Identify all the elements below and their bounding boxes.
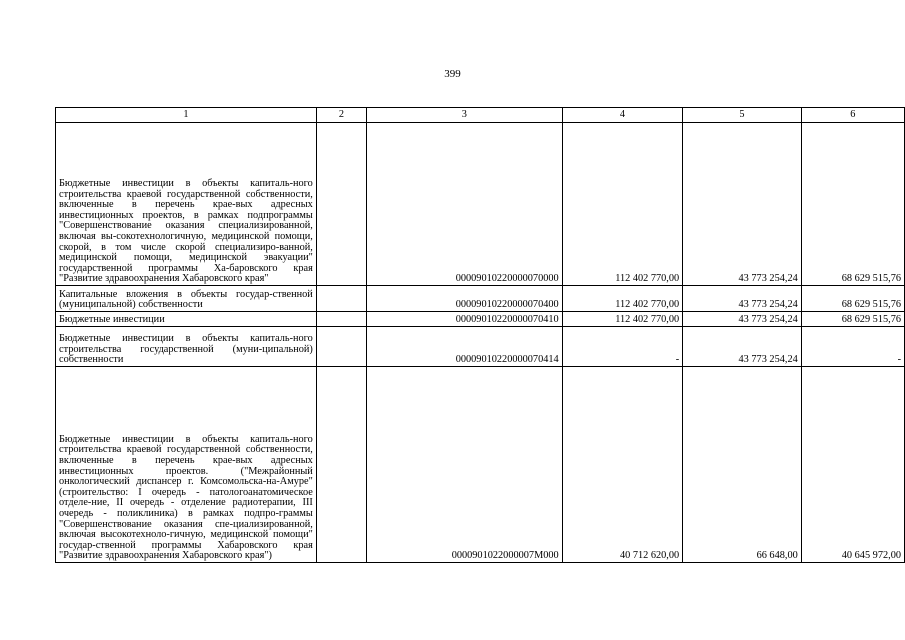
table-row [56, 312, 905, 327]
row-value-6: 40 645 972,00 [801, 367, 904, 563]
row-value-5: 43 773 254,24 [683, 286, 802, 312]
page-number: 399 [444, 68, 461, 80]
row-value-5: 66 648,00 [683, 367, 802, 563]
row-value-4: - [562, 327, 683, 367]
row-value-4: 112 402 770,00 [562, 312, 683, 327]
row-value-6: - [801, 327, 904, 367]
row-name: Капитальные вложения в объекты государ-ственной (муниципальной) собственности [56, 286, 317, 312]
row-col2 [316, 123, 366, 286]
row-code: 00009010220000070410 [367, 312, 563, 327]
row-value-4: 112 402 770,00 [562, 123, 683, 286]
row-name: Бюджетные инвестиции в объекты капиталь-ного строительства краевой государственной собственности, включенные в перечень крае-вых адресных инвестиционных проектов. ("Межрайонный онкологический диспансер г. Комсомольска-на-Амуре" (строительство: I очередь - патологоанатомическое отделе-ние, II очередь - отделение радиотерапии, III очередь - поликлиника) в рамках подпро-граммы "Совершенствование оказания спе-циализированной, включая высокотехноло-гичную, медицинской помощи" государ-ственной программы Хабаровского края "Развитие здравоохранения Хабаровского края") [56, 367, 317, 563]
row-value-4: 40 712 620,00 [562, 367, 683, 563]
row-col2 [316, 327, 366, 367]
row-value-6: 68 629 515,76 [801, 286, 904, 312]
row-code: 00009010220000070000 [367, 123, 563, 286]
row-col2 [316, 286, 366, 312]
row-value-5: 43 773 254,24 [683, 327, 802, 367]
row-value-6: 68 629 515,76 [801, 123, 904, 286]
column-header-6: 6 [801, 108, 904, 123]
table-row [56, 123, 905, 286]
row-value-5: 43 773 254,24 [683, 312, 802, 327]
table-row [56, 327, 905, 367]
table-row [56, 367, 905, 563]
row-name: Бюджетные инвестиции в объекты капиталь-ного строительства краевой государственной собственности, включенные в перечень крае-вых адресных инвестиционных проектов, в рамках подпрограммы "Совершенствование оказания специализированной, включая вы-сокотехнологичную, медицинской помощи, скорой, в том числе скорой специализиро-ванной, медицинской помощи, медицинской эвакуации" государственной программы Ха-баровского края "Развитие здравоохранения Хабаровского края" [56, 123, 317, 286]
row-name: Бюджетные инвестиции в объекты капиталь-ного строительства государственной (муни-ципальной) собственности [56, 327, 317, 367]
column-header-1: 1 [56, 108, 317, 123]
budget-table [55, 107, 905, 563]
row-value-6: 68 629 515,76 [801, 312, 904, 327]
row-col2 [316, 312, 366, 327]
row-name: Бюджетные инвестиции [56, 312, 317, 327]
column-header-3: 3 [367, 108, 563, 123]
row-code: 0000901022000007M000 [367, 367, 563, 563]
row-code: 00009010220000070414 [367, 327, 563, 367]
row-col2 [316, 367, 366, 563]
row-value-4: 112 402 770,00 [562, 286, 683, 312]
table-row [56, 286, 905, 312]
table-header-row [56, 108, 905, 123]
column-header-4: 4 [562, 108, 683, 123]
row-value-5: 43 773 254,24 [683, 123, 802, 286]
column-header-2: 2 [316, 108, 366, 123]
column-header-5: 5 [683, 108, 802, 123]
row-code: 00009010220000070400 [367, 286, 563, 312]
